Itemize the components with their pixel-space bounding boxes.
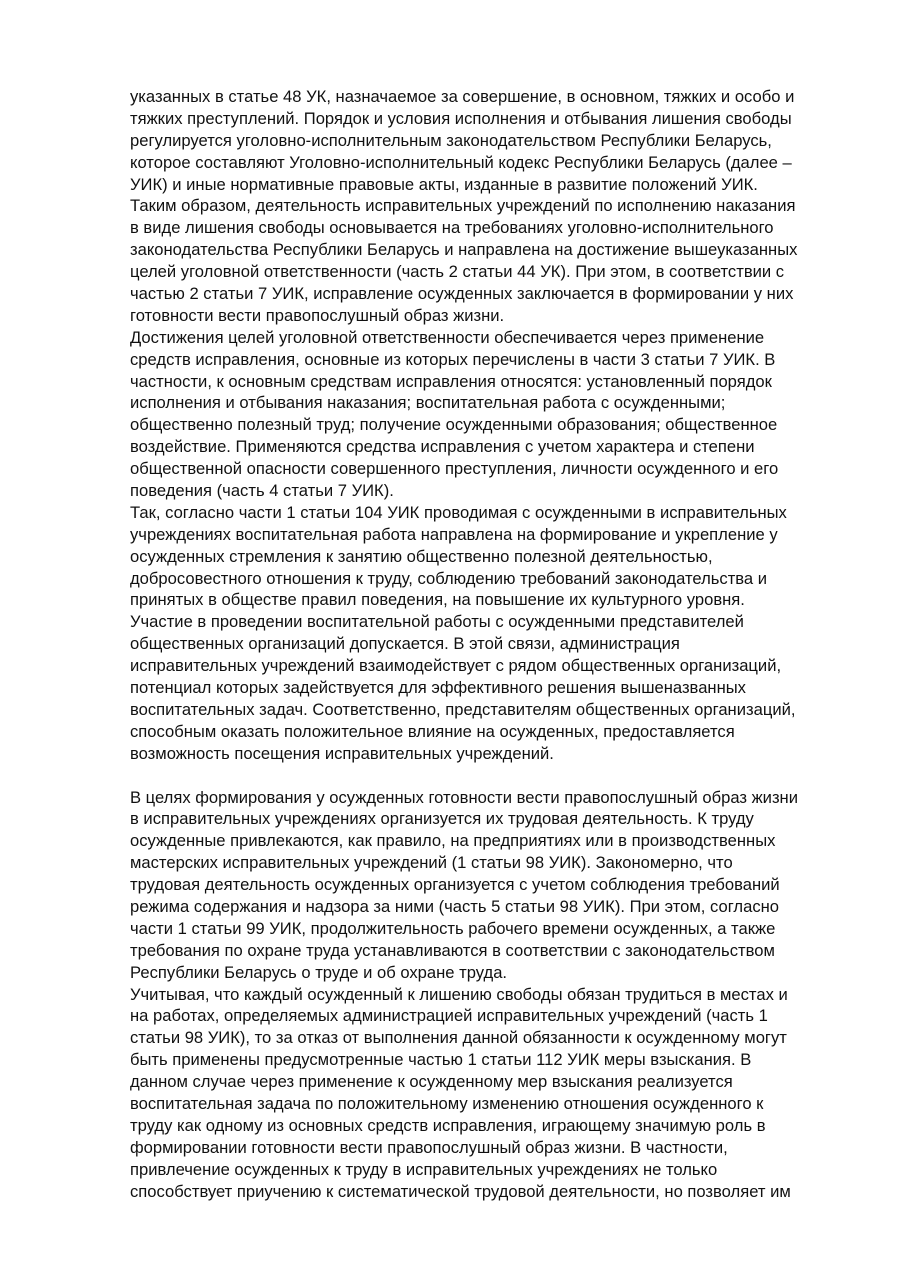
- paragraph: [130, 611, 850, 764]
- text-line: части 1 статьи 99 УИК, продолжительность рабочего времени осужденных, а также: [130, 918, 776, 938]
- text-line: частности, к основным средствам исправления относятся: установленный порядок: [130, 371, 772, 391]
- text-line: средств исправления, основные из которых перечислены в части 3 статьи 7 УИК. В: [130, 349, 776, 369]
- text-line: Республики Беларусь о труде и об охране труда.: [130, 962, 508, 982]
- document-page: [130, 86, 850, 1202]
- text-line: целей уголовной ответственности (часть 2 статьи 44 УК). При этом, в соответствии с: [130, 262, 785, 282]
- text-line: требования по охране труда устанавливаются в соответствии с законодательством: [130, 940, 775, 960]
- text-line: режима содержания и надзора за ними (часть 5 статьи 98 УИК). При этом, согласно: [130, 896, 780, 916]
- text-line: способным оказать положительное влияние на осужденных, предоставляется: [130, 721, 735, 741]
- text-line: законодательства Республики Беларусь и направлена на достижение вышеуказанных: [130, 240, 798, 260]
- text-line: указанных в статье 48 УК, назначаемое за совершение, в основном, тяжких и особо и: [130, 87, 795, 106]
- text-line: которое составляют Уголовно-исполнительный кодекс Республики Беларусь (далее –: [130, 152, 792, 172]
- text-line: воздействие. Применяются средства исправления с учетом характера и степени: [130, 437, 755, 457]
- text-line: УИК) и иные нормативные правовые акты, изданные в развитие положений УИК.: [130, 174, 758, 194]
- text-line: быть применены предусмотренные частью 1 статьи 112 УИК меры взыскания. В: [130, 1050, 752, 1070]
- text-line: исправительных учреждений взаимодействует с рядом общественных организаций,: [130, 656, 782, 676]
- text-line: Так, согласно части 1 статьи 104 УИК проводимая с осужденными в исправительных: [130, 502, 787, 522]
- text-line: общественной опасности совершенного преступления, личности осужденного и его: [130, 459, 779, 479]
- paragraph: [130, 787, 850, 984]
- text-line: в исправительных учреждениях организуется их трудовая деятельность. К труду: [130, 809, 754, 829]
- text-line: осужденные привлекаются, как правило, на предприятиях или в производственных: [130, 831, 776, 851]
- paragraph: [130, 327, 850, 502]
- text-line: Участие в проведении воспитательной работы с осужденными представителей: [130, 612, 744, 632]
- text-line: труду как одному из основных средств исправления, играющему значимую роль в: [130, 1115, 766, 1135]
- text-line: готовности вести правопослушный образ жизни.: [130, 305, 505, 325]
- text-line: осужденных стремления к занятию общественно полезной деятельностью,: [130, 546, 713, 566]
- text-line: принятых в обществе правил поведения, на повышение их культурного уровня.: [130, 590, 745, 610]
- text-line: В целях формирования у осужденных готовности вести правопослушный образ жизни: [130, 787, 798, 807]
- text-line: общественно полезный труд; получение осужденными образования; общественное: [130, 415, 778, 435]
- paragraph: [130, 86, 850, 327]
- text-line: добросовестного отношения к труду, соблюдению требований законодательства и: [130, 568, 768, 588]
- text-line: тяжких преступлений. Порядок и условия исполнения и отбывания лишения свободы: [130, 108, 792, 128]
- text-line: исполнения и отбывания наказания; воспитательная работа с осужденными;: [130, 393, 726, 413]
- text-line: трудовая деятельность осужденных организуется с учетом соблюдения требований: [130, 875, 780, 895]
- text-line: формировании готовности вести правопослушный образ жизни. В частности,: [130, 1137, 728, 1157]
- text-line: Таким образом, деятельность исправительных учреждений по исполнению наказания: [130, 196, 796, 216]
- text-line: поведения (часть 4 статьи 7 УИК).: [130, 481, 394, 501]
- text-line: учреждениях воспитательная работа направлена на формирование и укрепление у: [130, 524, 778, 544]
- text-line: потенциал которых задействуется для эффективного решения вышеназванных: [130, 678, 746, 698]
- text-line: частью 2 статьи 7 УИК, исправление осужденных заключается в формировании у них: [130, 284, 794, 304]
- text-line: Учитывая, что каждый осужденный к лишению свободы обязан трудиться в местах и: [130, 984, 788, 1004]
- text-line: Достижения целей уголовной ответственности обеспечивается через применение: [130, 327, 765, 347]
- text-line: общественных организаций допускается. В этой связи, администрация: [130, 634, 680, 654]
- text-line: возможность посещения исправительных учреждений.: [130, 743, 554, 763]
- paragraph: [130, 984, 850, 1203]
- text-line: статьи 98 УИК), то за отказ от выполнения данной обязанности к осужденному могут: [130, 1028, 787, 1048]
- text-line: воспитательная задача по положительному изменению отношения осужденного к: [130, 1093, 764, 1113]
- text-line: привлечение осужденных к труду в исправительных учреждениях не только: [130, 1159, 718, 1179]
- paragraph: [130, 502, 850, 611]
- text-line: данном случае через применение к осужденному мер взыскания реализуется: [130, 1072, 733, 1092]
- text-line: воспитательных задач. Соответственно, представителям общественных организаций,: [130, 699, 796, 719]
- text-line: на работах, определяемых администрацией исправительных учреждений (часть 1: [130, 1006, 768, 1026]
- text-line: регулируется уголовно-исполнительным законодательством Республики Беларусь,: [130, 130, 772, 150]
- text-line: мастерских исправительных учреждений (1 статьи 98 УИК). Закономерно, что: [130, 853, 733, 873]
- text-line: в виде лишения свободы основывается на требованиях уголовно-исполнительного: [130, 218, 774, 238]
- text-line: способствует приучению к систематической трудовой деятельности, но позволяет им: [130, 1181, 791, 1201]
